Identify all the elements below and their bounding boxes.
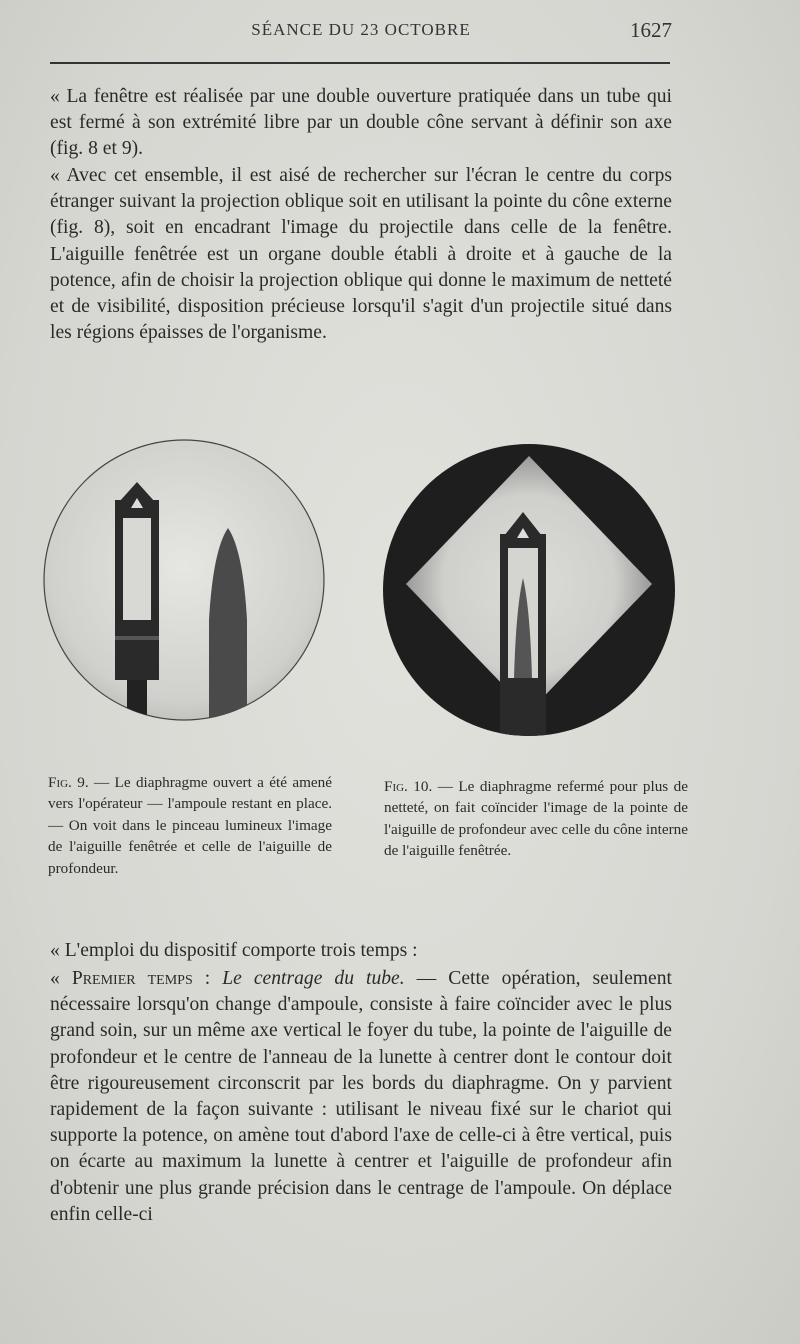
p4-colon: : [192, 968, 223, 989]
figure-10-caption-text: — Le diaphragme refermé pour plus de netteté, on fait coïncider l'image de la pointe de l'aiguille de profondeur avec celle du cône interne de l'aiguille fenêtrée. [384, 778, 688, 860]
p4-body: — Cette opération, seulement nécessaire lorsqu'on change d'ampoule, consiste à faire coïncider avec le plus grand soin, sur un même axe vertical le foyer du tube, la pointe de l'aiguille de profondeur et le centre de l'anneau de la lunette à centrer dont le contour doit être rigoureusement circonscrit par les bords du diaphragme. On y parvient rapidement de la façon suivante : utilisant le niveau fixé sur le chariot qui supporte la potence, on amène tout d'abord l'axe de celle-ci à être vertical, puis on écarte au maximum la lunette à centrer et l'aiguille de profondeur afin d'obtenir une plus grande précision dans le centrage de l'ampoule. On déplace enfin celle-ci [50, 968, 672, 1225]
figure-9-caption [48, 772, 332, 879]
paragraph-ensemble: « Avec cet ensemble, il est aisé de rechercher sur l'écran le centre du corps étranger suivant la projection oblique soit en utilisant la pointe du cône externe (fig. 8), soit en encadrant l'image du projectile dans celle de la fenêtre. L'aiguille fenêtrée est un organe double établi à droite et à gauche de la potence, afin de choisir la projection oblique qui donne le maximum de netteté et de visibilité, disposition précieuse lorsqu'il s'agit d'un projectile situé dans les régions épaisses de l'organisme. [50, 165, 672, 344]
page-number: 1627 [630, 18, 672, 42]
figure-10-image [380, 438, 678, 742]
paragraph-fenetre: « La fenêtre est réalisée par une double ouverture pratiquée dans un tube qui est fermé à son extrémité libre par un double cône servant à définir son axe (fig. 8 et 9). [50, 86, 672, 160]
figure-10-label: Fig. 10. [384, 778, 433, 795]
paragraph-premier-temps [50, 966, 672, 1228]
p4-prefix: « [50, 968, 72, 989]
figure-9-image [41, 430, 327, 732]
figure-9-label: Fig. 9. [48, 774, 89, 791]
header-rule [50, 62, 670, 64]
running-title: SÉANCE DU 23 OCTOBRE [251, 20, 471, 39]
figure-10-caption [384, 776, 688, 862]
running-header [50, 18, 672, 48]
paragraph-emploi: « L'emploi du dispositif comporte trois temps : [50, 940, 418, 961]
p4-smallcaps-heading: Premier temps [71, 968, 193, 989]
figure-9-caption-text: — Le diaphragme ouvert a été amené vers l'opérateur — l'ampoule restant en place. — On voit dans le pinceau lumineux l'image de l'aiguille fenêtrée et celle de l'aiguille de profondeur. [48, 774, 333, 877]
p4-italic-title: Le centrage du tube. [222, 968, 405, 989]
